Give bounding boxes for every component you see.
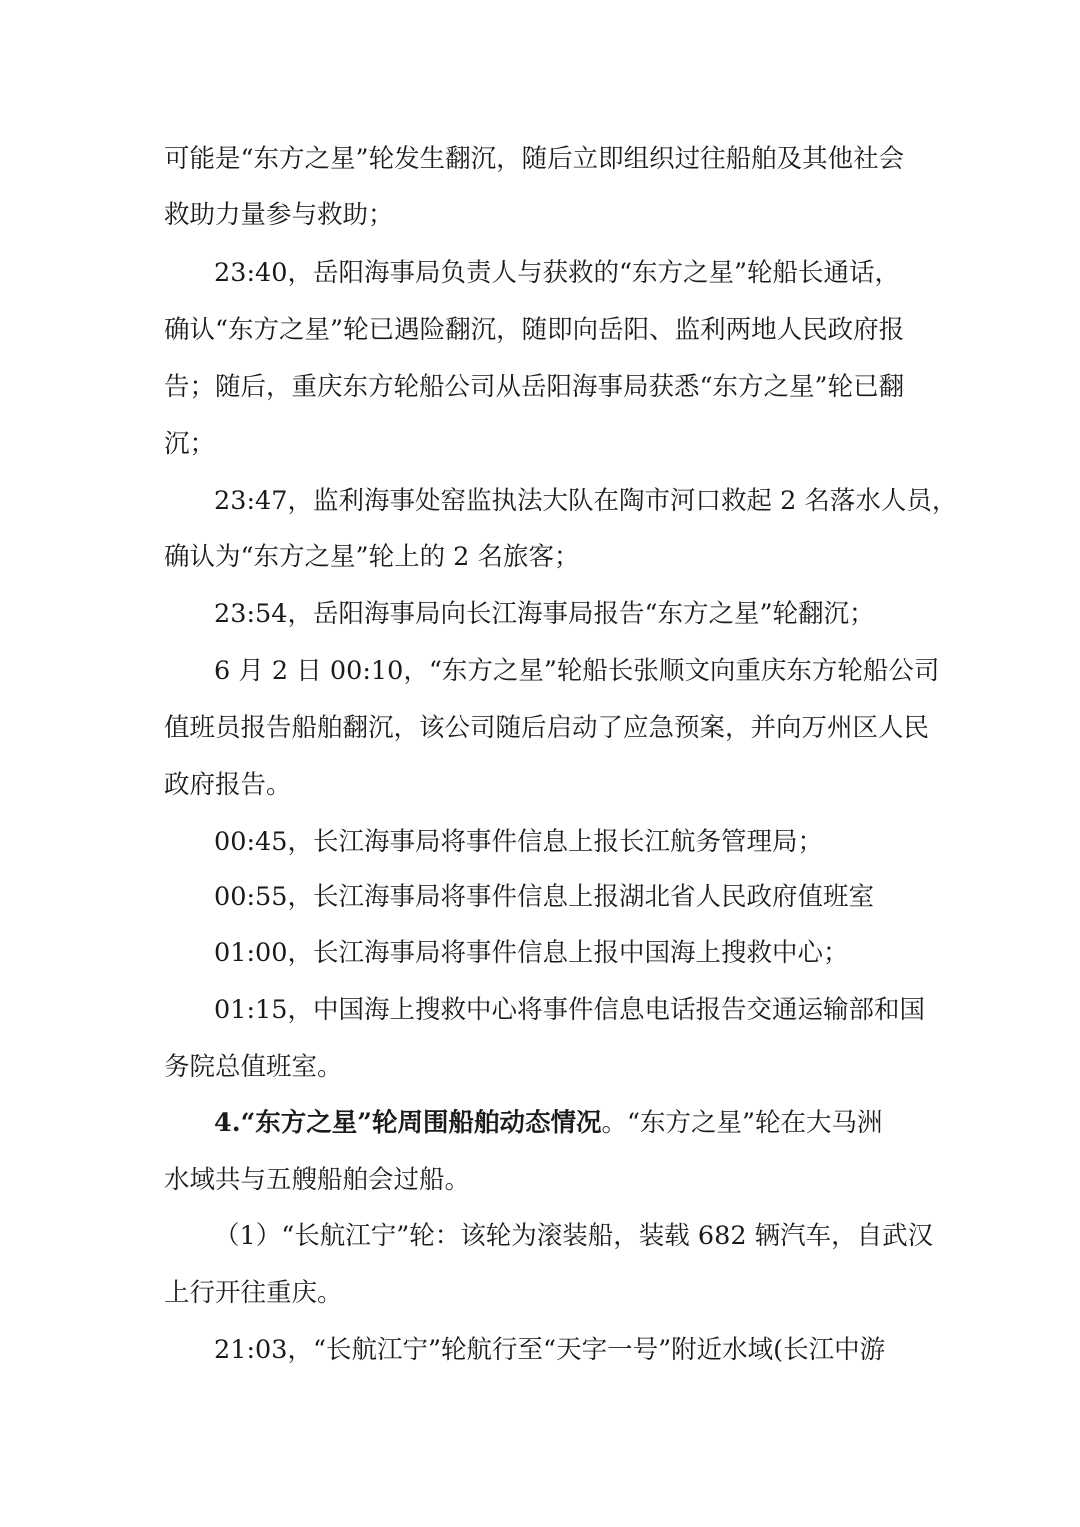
body-line: 01:15，中国海上搜救中心将事件信息电话报告交通运输部和国 (214, 995, 925, 1025)
body-line: 水域共与五艘船舶会过船。 (164, 1165, 471, 1195)
body-line: 务院总值班室。 (164, 1052, 343, 1082)
section-4-heading: 4.“东方之星”轮周围船舶动态情况 (214, 1108, 602, 1138)
body-line: 可能是“东方之星”轮发生翻沉，随后立即组织过往船舶及其他社会 (164, 144, 905, 174)
body-line: 确认为“东方之星”轮上的 2 名旅客； (164, 542, 580, 572)
body-line: 00:45，长江海事局将事件信息上报长江航务管理局； (214, 827, 823, 857)
body-line: 沉； (164, 429, 216, 459)
body-line: 23:54，岳阳海事局向长江海事局报告“东方之星”轮翻沉； (214, 599, 875, 629)
body-line: 01:00，长江海事局将事件信息上报中国海上搜救中心； (214, 938, 849, 968)
body-line: 23:47，监利海事处窑监执法大队在陶市河口救起 2 名落水人员， (214, 486, 958, 516)
body-line: 00:55，长江海事局将事件信息上报湖北省人民政府值班室 (214, 882, 874, 912)
body-line: 告；随后，重庆东方轮船公司从岳阳海事局获悉“东方之星”轮已翻 (164, 372, 905, 402)
body-line: （1）“长航江宁”轮：该轮为滚装船，装载 682 辆汽车，自武汉 (214, 1221, 934, 1251)
body-line: 上行开往重庆。 (164, 1278, 343, 1308)
body-line: 救助力量参与救助； (164, 200, 394, 230)
body-line: 6 月 2 日 00:10，“东方之星”轮船长张顺文向重庆东方轮船公司 (214, 656, 940, 686)
section-4-text: 。“东方之星”轮在大马洲 (601, 1108, 883, 1138)
body-line: 值班员报告船舶翻沉，该公司随后启动了应急预案，并向万州区人民 (164, 713, 930, 743)
body-line: 23:40，岳阳海事局负责人与获救的“东方之星”轮船长通话， (214, 258, 901, 288)
body-line: 21:03，“长航江宁”轮航行至“天字一号”附近水域(长江中游 (214, 1335, 886, 1365)
body-line: 确认“东方之星”轮已遇险翻沉，随即向岳阳、监利两地人民政府报 (164, 315, 905, 345)
body-line: 政府报告。 (164, 770, 292, 800)
section-4-line (214, 1103, 974, 1143)
